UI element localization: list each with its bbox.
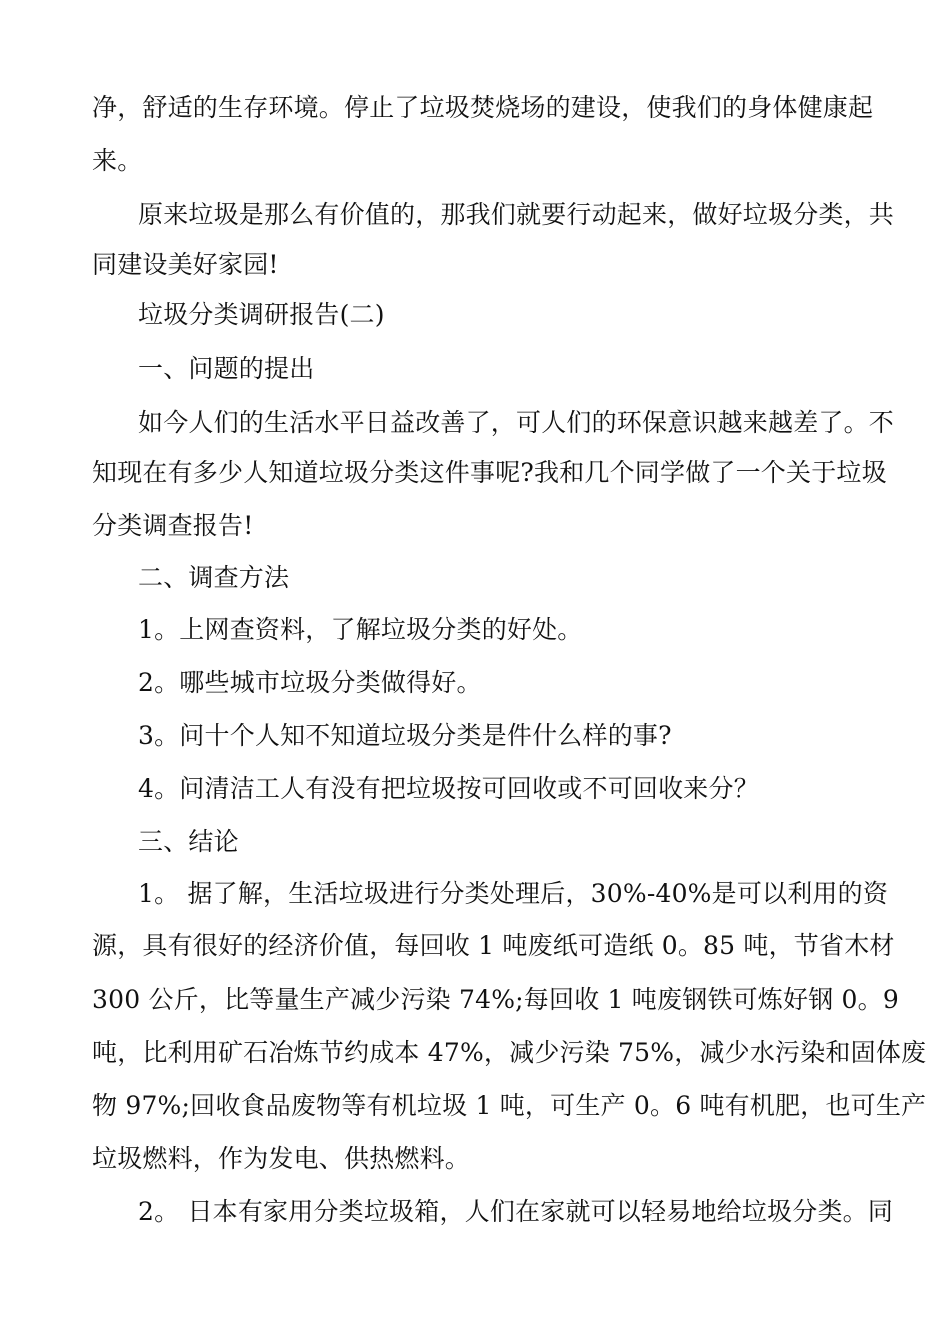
list-item: 3。问十个人知不知道垃圾分类是件什么样的事? — [138, 721, 672, 750]
paragraph-line: 原来垃圾是那么有价值的，那我们就要行动起来，做好垃圾分类，共 — [138, 200, 895, 229]
paragraph-line: 同建设美好家园! — [92, 250, 279, 279]
section-heading: 一、问题的提出 — [138, 354, 315, 383]
paragraph-line: 2。 日本有家用分类垃圾箱，人们在家就可以轻易地给垃圾分类。同 — [138, 1197, 894, 1226]
paragraph-line: 知现在有多少人知道垃圾分类这件事呢?我和几个同学做了一个关于垃圾 — [92, 458, 887, 487]
paragraph-line: 1。 据了解，生活垃圾进行分类处理后，30%-40%是可以利用的资 — [138, 879, 889, 908]
paragraph-line: 源，具有很好的经济价值，每回收 1 吨废纸可造纸 0。85 吨，节省木材 — [92, 931, 895, 960]
paragraph-line: 如今人们的生活水平日益改善了，可人们的环保意识越来越差了。不 — [138, 408, 895, 437]
paragraph-line: 垃圾燃料，作为发电、供热燃料。 — [92, 1144, 471, 1173]
list-item: 2。哪些城市垃圾分类做得好。 — [138, 668, 482, 697]
list-item: 4。问清洁工人有没有把垃圾按可回收或不可回收来分？ — [138, 774, 759, 803]
section-heading: 二、调查方法 — [138, 563, 290, 592]
paragraph-line: 物 97%;回收食品废物等有机垃圾 1 吨，可生产 0。6 吨有机肥，也可生产 — [92, 1091, 927, 1120]
paragraph-line: 净，舒适的生存环境。停止了垃圾焚烧场的建设，使我们的身体健康起 — [92, 93, 874, 122]
list-item: 1。上网查资料，了解垃圾分类的好处。 — [138, 615, 583, 644]
paragraph-line: 分类调查报告! — [92, 511, 254, 540]
paragraph-line: 吨，比利用矿石冶炼节约成本 47%，减少污染 75%，减少水污染和固体废 — [92, 1038, 927, 1067]
paragraph-line: 300 公斤，比等量生产减少污染 74%;每回收 1 吨废钢铁可炼好钢 0。9 — [92, 985, 899, 1014]
paragraph-line: 来。 — [92, 146, 143, 175]
section-title: 垃圾分类调研报告(二) — [138, 300, 385, 329]
section-heading: 三、结论 — [138, 827, 239, 856]
